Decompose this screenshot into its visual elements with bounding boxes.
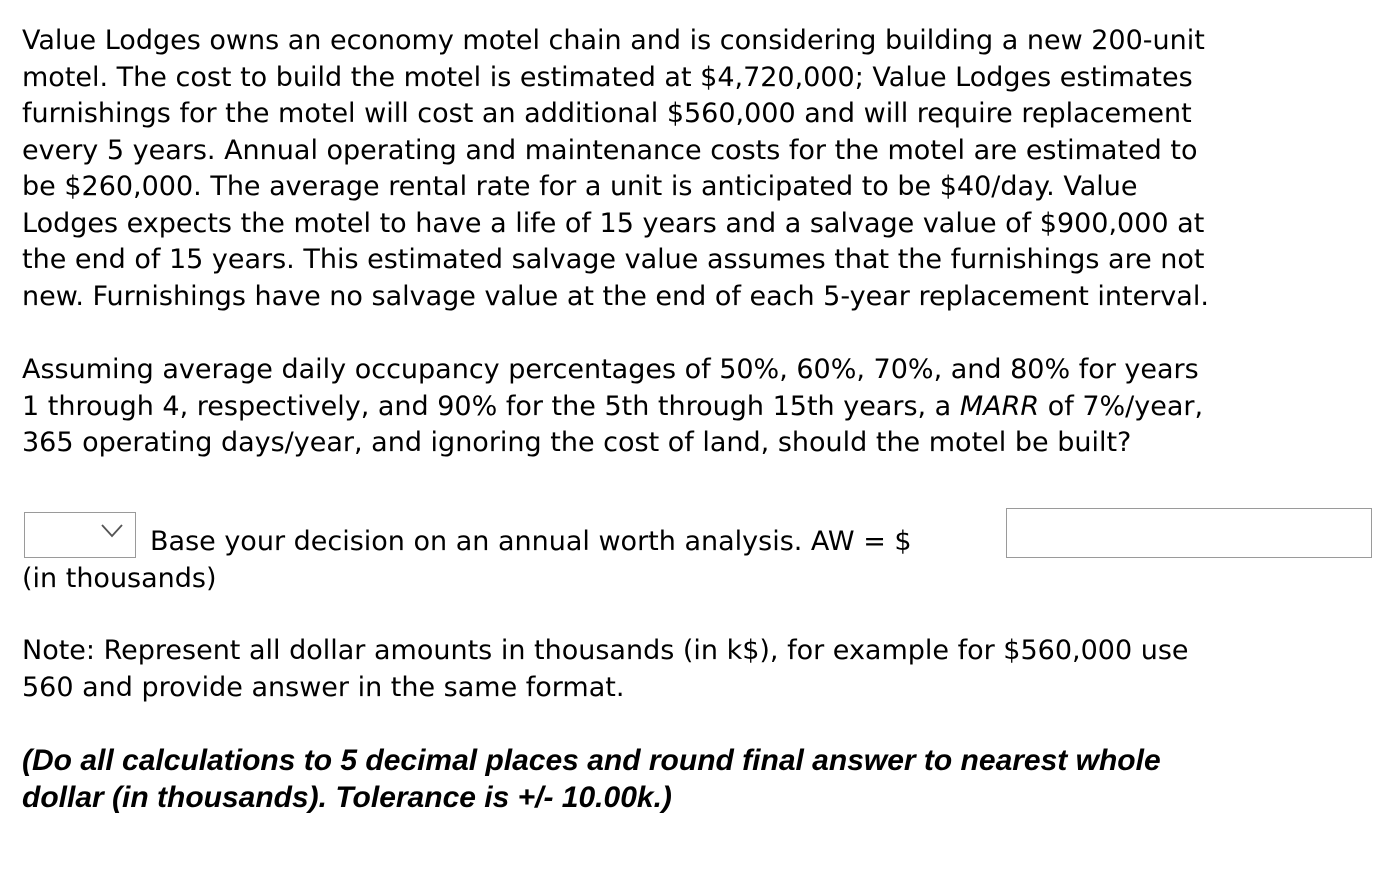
note-text [22,633,1189,706]
question-line [22,389,1203,426]
aw-units-label: (in thousands) [22,563,217,594]
question-fragment: of 7%/year, [1039,390,1204,422]
question-fragment: 1 through 4, respectively, and 90% for the 5th through 15th years, a [22,390,960,422]
note-line: Note: Represent all dollar amounts in thousands (in k$), for example for $560,000 use [22,635,1189,666]
problem-line: be $260,000. The average rental rate for a unit is anticipated to be $40/day. Value [22,171,1138,202]
problem-line: the end of 15 years. This estimated salvage value assumes that the furnishings are not [22,244,1205,275]
problem-line: Lodges expects the motel to have a life of 15 years and a salvage value of $900,000 at [22,207,1205,239]
problem-line: new. Furnishings have no salvage value at the end of each 5-year replacement interval. [22,280,1209,312]
marr-term: MARR [959,390,1040,422]
problem-line: furnishings for the motel will cost an additional $560,000 and will require replacement [22,98,1192,129]
aw-label: Base your decision on an annual worth analysis. AW = $ [150,526,912,557]
decision-dropdown[interactable] [24,512,136,558]
problem-line: every 5 years. Annual operating and maintenance costs for the motel are estimated to [22,134,1198,166]
aw-input[interactable] [1006,508,1372,558]
problem-line: Value Lodges owns an economy motel chain and is considering building a new 200-unit [22,25,1205,56]
problem-line: motel. The cost to build the motel is estimated at $4,720,000; Value Lodges estimates [22,61,1193,93]
question-text [22,352,1203,462]
note-line: 560 and provide answer in the same format. [22,671,625,703]
question-line: Assuming average daily occupancy percentages of 50%, 60%, 70%, and 80% for years [22,354,1199,385]
chevron-down-icon [101,524,123,538]
calculation-instructions [22,743,1161,816]
problem-statement [22,23,1209,315]
instruction-line: dollar (in thousands). Tolerance is +/- 10.00k.) [22,780,672,814]
question-line: 365 operating days/year, and ignoring the cost of land, should the motel be built? [22,427,1132,458]
instruction-line: (Do all calculations to 5 decimal places and round final answer to nearest whole [22,744,1161,777]
